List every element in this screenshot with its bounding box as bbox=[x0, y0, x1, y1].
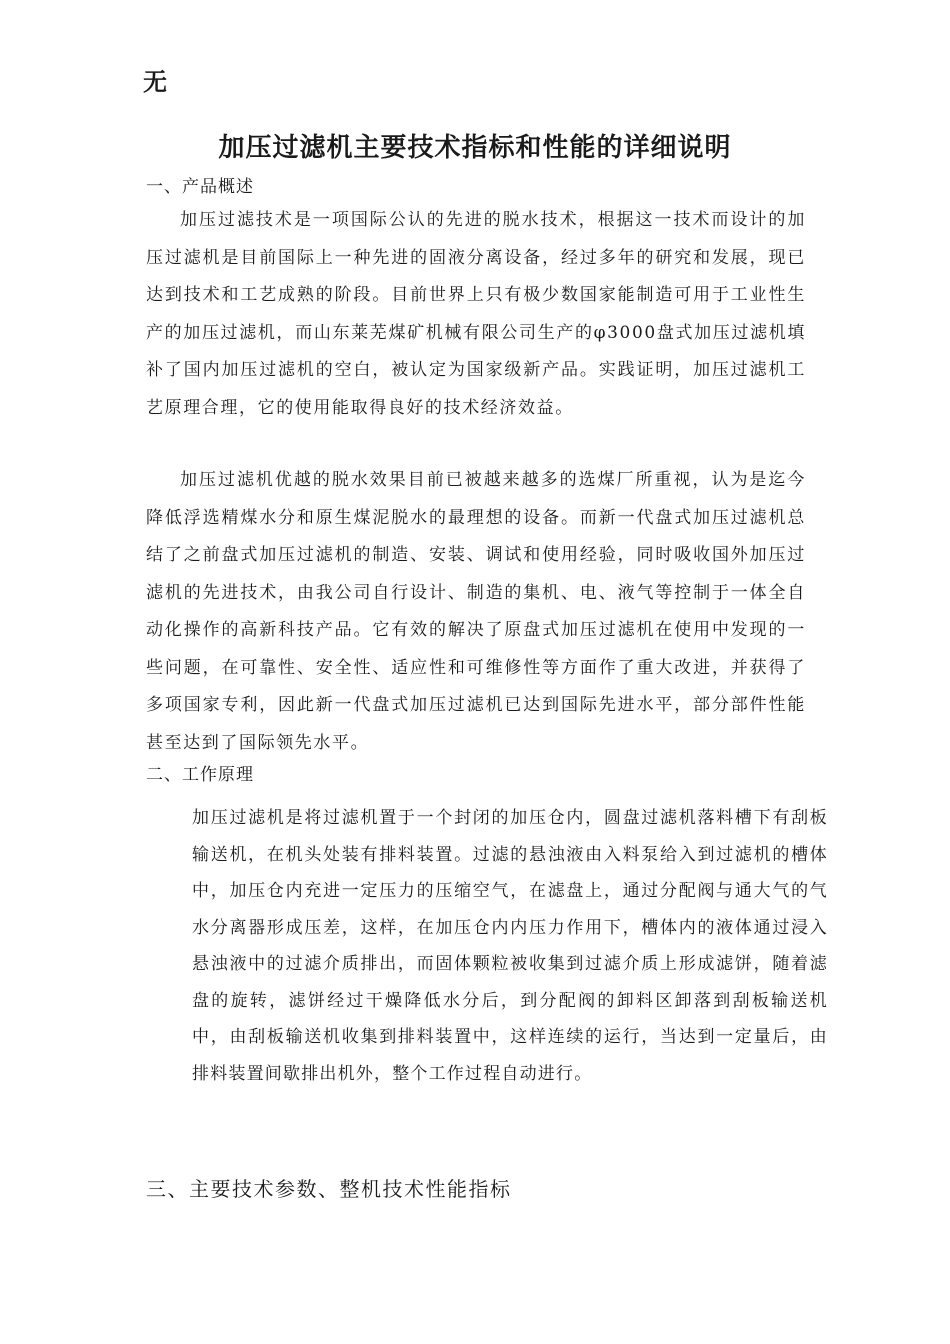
document-title: 加压过滤机主要技术指标和性能的详细说明 bbox=[218, 133, 732, 163]
overview-paragraph-2: 加压过滤机优越的脱水效果目前已被越来越多的选煤厂所重视，认为是迄今降低浮选精煤水分和原生煤泥脱水的最理想的设备。而新一代盘式加压过滤机总结了之前盘式加压过滤机的制造、安装、调试和使用经验，同时吸收国外加压过滤机的先进技术，由我公司自行设计、制造的集机、电、液气等控制于一体全自动化操作的高新科技产品。它有效的解决了原盘式加压过滤机在使用中发现的一些问题，在可靠性、安全性、适应性和可维修性等方面作了重大改进，并获得了多项国家专利，因此新一代盘式加压过滤机已达到国际先进水平，部分部件性能甚至达到了国际领先水平。 bbox=[146, 470, 806, 753]
section-heading-overview: 一、产品概述 bbox=[146, 177, 254, 197]
working-principle-paragraph: 加压过滤机是将过滤机置于一个封闭的加压仓内，圆盘过滤机落料槽下有刮板输送机，在机头处装有排料装置。过滤的悬浊液由入料泵给入到过滤机的槽体中，加压仓内充进一定压力的压缩空气，在滤盘上，通过分配阀与通大气的气水分离器形成压差，这样，在加压仓内内压力作用下，槽体内的液体通过浸入悬浊液中的过滤介质排出，而固体颗粒被收集到过滤介质上形成滤饼，随着滤盘的旋转，滤饼经过干燥降低水分后，到分配阀的卸料区卸落到刮板输送机中，由刮板输送机收集到排料装置中，这样连续的运行，当达到一定量后，由排料装置间歇排出机外，整个工作过程自动进行。 bbox=[192, 808, 828, 1084]
section-heading-technical-parameters: 三、主要技术参数、整机技术性能指标 bbox=[146, 1177, 512, 1201]
overview-paragraph-1: 加压过滤技术是一项国际公认的先进的脱水技术，根据这一技术而设计的加压过滤机是目前国际上一种先进的固液分离设备，经过多年的研究和发展，现已达到技术和工艺成熟的阶段。目前世界上只有极少数国家能制造可用于工业性生产的加压过滤机，而山东莱芜煤矿机械有限公司生产的φ3000盘式加压过滤机填补了国内加压过滤机的空白，被认定为国家级新产品。实践证明，加压过滤机工艺原理合理，它的使用能取得良好的技术经济效益。 bbox=[146, 210, 806, 418]
header-label: 无 bbox=[143, 68, 167, 96]
section-heading-working-principle: 二、工作原理 bbox=[146, 765, 254, 785]
